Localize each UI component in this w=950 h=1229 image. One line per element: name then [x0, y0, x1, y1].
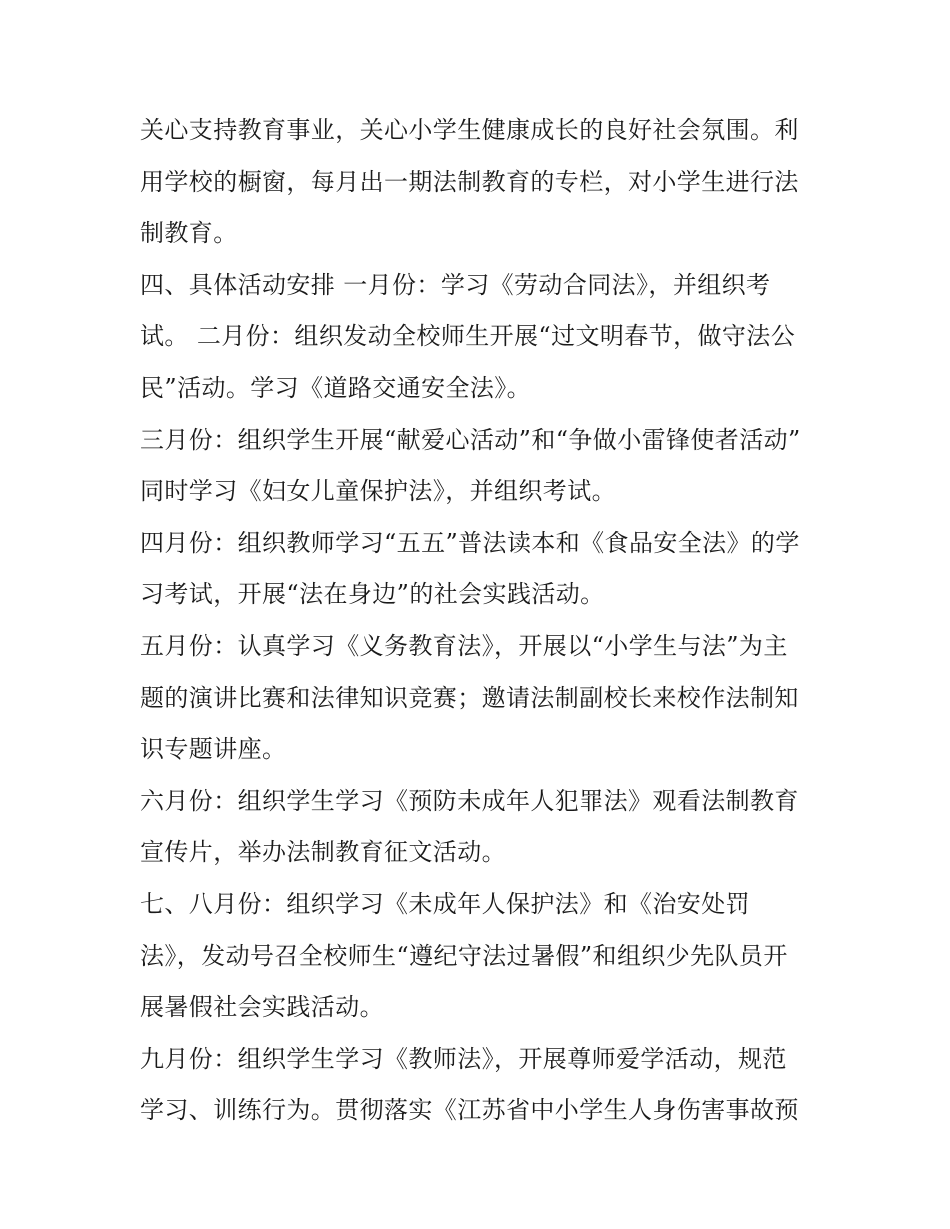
text-line: 习考试，开展“法在身边”的社会实践活动。 [140, 580, 605, 609]
text-line: 六月份：组织学生学习《预防未成年人犯罪法》观看法制教育 [140, 786, 799, 815]
text-line: 试。 二月份：组织发动全校师生开展“过文明春节，做守法公 [140, 322, 796, 351]
paragraph-may [140, 621, 820, 776]
paragraph-april [140, 518, 820, 621]
text-line: 宣传片，举办法制教育征文活动。 [140, 838, 506, 867]
text-line: 制教育。 [140, 219, 238, 248]
paragraph-july-august [140, 879, 820, 1034]
text-line: 民”活动。学习《道路交通安全法》。 [140, 373, 532, 402]
paragraph-march [140, 415, 820, 518]
text-line: 题的演讲比赛和法律知识竞赛；邀请法制副校长来校作法制知 [140, 683, 799, 712]
text-line: 四、具体活动安排 一月份：学习《劳动合同法》，并组织考 [140, 270, 771, 299]
text-line: 三月份：组织学生开展“献爱心活动”和“争做小雷锋使者活动” [140, 425, 801, 454]
paragraph-activity-schedule-jan-feb [140, 260, 820, 415]
paragraph-school-environment [140, 105, 820, 260]
text-line: 五月份：认真学习《义务教育法》，开展以“小学生与法”为主 [140, 631, 788, 660]
text-line: 学习、训练行为。贯彻落实《江苏省中小学生人身伤害事故预 [140, 1096, 799, 1125]
text-line: 四月份：组织教师学习“五五”普法读本和《食品安全法》的学 [140, 528, 800, 557]
text-line: 关心支持教育事业，关心小学生健康成长的良好社会氛围。利 [140, 116, 799, 144]
text-line: 展暑假社会实践活动。 [140, 993, 384, 1022]
paragraph-june [140, 776, 820, 879]
text-line: 识专题讲座。 [140, 735, 287, 764]
text-line: 九月份：组织学生学习《教师法》，开展尊师爱学活动，规范 [140, 1044, 787, 1073]
paragraph-september [140, 1034, 820, 1137]
text-line: 七、八月份：组织学习《未成年人保护法》和《治安处罚 [140, 889, 750, 918]
text-line: 法》，发动号召全校师生“遵纪守法过暑假”和组织少先队员开 [140, 941, 788, 970]
document-body [140, 105, 820, 1137]
text-line: 用学校的橱窗，每月出一期法制教育的专栏，对小学生进行法 [140, 167, 799, 196]
text-line: 同时学习《妇女儿童保护法》，并组织考试。 [140, 477, 616, 506]
